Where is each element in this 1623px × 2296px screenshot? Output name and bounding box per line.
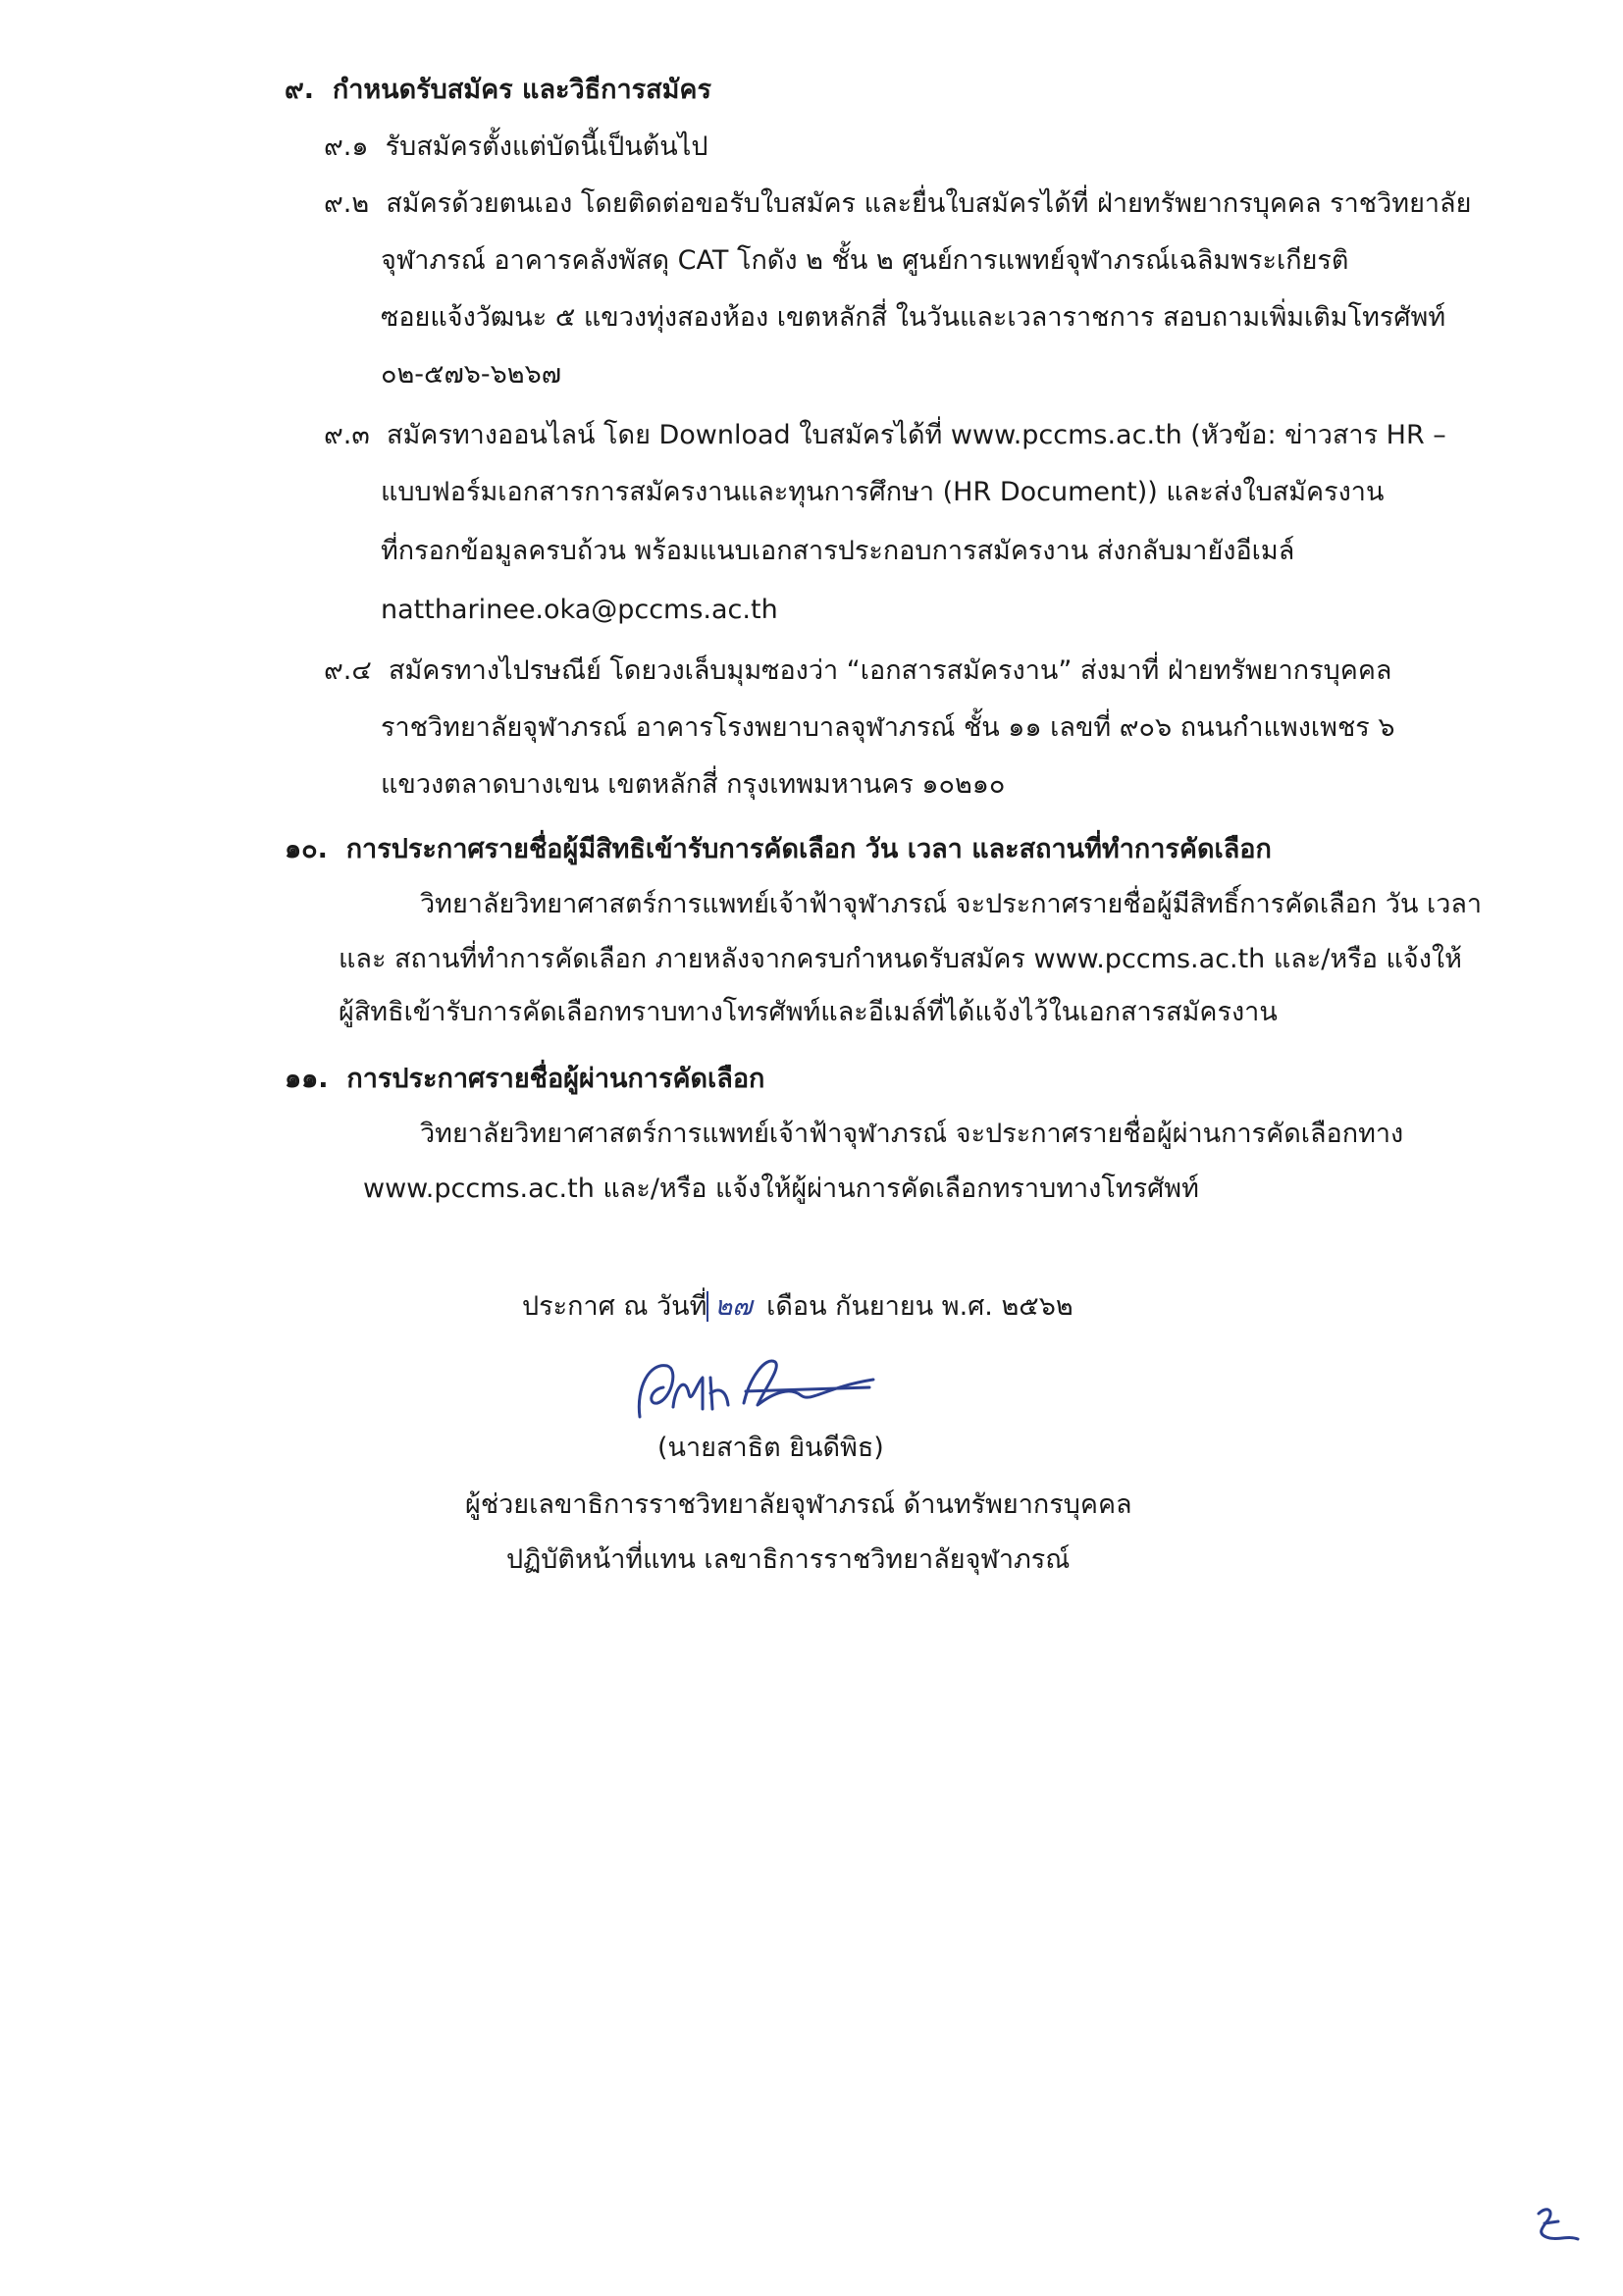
signer-position-2: ปฏิบัติหน้าที่แทน เลขาธิการราชวิทยาลัยจุฬาภรณ์ (506, 1544, 1071, 1575)
signer-position-1: ผู้ช่วยเลขาธิการราชวิทยาลัยจุฬาภรณ์ ด้านทรัพยากรบุคคล (465, 1489, 1132, 1520)
item-9-2-number: ๙.๒ (324, 188, 370, 219)
section-10-line-1: วิทยาลัยวิทยาศาสตร์การแพทย์เจ้าฟ้าจุฬาภรณ์ จะประกาศรายชื่อผู้มีสิทธิ์การคัดเลือก วัน เวลา (420, 889, 1483, 919)
section-10-title: การประกาศรายชื่อผู้มีสิทธิเข้ารับการคัดเลือก วัน เวลา และสถานที่ทำการคัดเลือก (345, 834, 1272, 864)
item-9-3-line-3: ที่กรอกข้อมูลครบถ้วน พร้อมแนบเอกสารประกอบการสมัครงาน ส่งกลับมายังอีเมล์ (381, 536, 1295, 566)
item-9-4-text-1: สมัครทางไปรษณีย์ โดยวงเล็บมุมซองว่า “เอกสารสมัครงาน” ส่งมาที่ ฝ่ายทรัพยากรบุคคล (388, 655, 1392, 686)
section-11-line-2: www.pccms.ac.th และ/หรือ แจ้งให้ผู้ผ่านการคัดเลือกทราบทางโทรศัพท์ (363, 1174, 1199, 1204)
item-9-1-number: ๙.๑ (324, 131, 369, 162)
item-9-2-text-1: สมัครด้วยตนเอง โดยติดต่อขอรับใบสมัคร และยื่นใบสมัครได้ที่ ฝ่ายทรัพยากรบุคคล ราชวิทยาลัย (386, 188, 1472, 219)
section-10-line-2: และ สถานที่ทำการคัดเลือก ภายหลังจากครบกำหนดรับสมัคร www.pccms.ac.th และ/หรือ แจ้งให้ (339, 944, 1462, 974)
section-10-number: ๑๐. (285, 834, 328, 864)
item-9-1-text: รับสมัครตั้งแต่บัดนี้เป็นต้นไป (385, 131, 708, 162)
item-9-4-line-3: แขวงตลาดบางเขน เขตหลักสี่ กรุงเทพมหานคร ๑๐๒๑๐ (381, 769, 1006, 800)
section-11-line-1: วิทยาลัยวิทยาศาสตร์การแพทย์เจ้าฟ้าจุฬาภรณ์ จะประกาศรายชื่อผู้ผ่านการคัดเลือกทาง (420, 1119, 1404, 1149)
signature-image (628, 1348, 883, 1427)
item-9-3-email: nattharinee.oka@pccms.ac.th (381, 595, 778, 625)
item-9-4-line-1 (324, 652, 1391, 691)
section-11-title: การประกาศรายชื่อผู้ผ่านการคัดเลือก (346, 1064, 765, 1094)
announcement-date (522, 1287, 1073, 1327)
section-9-title: กำหนดรับสมัคร และวิธีการสมัคร (332, 75, 711, 105)
item-9-2-line-3: ซอยแจ้งวัฒนะ ๕ แขวงทุ่งสองห้อง เขตหลักสี่ ในวันและเวลาราชการ สอบถามเพิ่มเติมโทรศัพท์ (381, 302, 1446, 333)
section-10-line-3: ผู้สิทธิเข้ารับการคัดเลือกทราบทางโทรศัพท์และอีเมล์ที่ได้แจ้งไว้ในเอกสารสมัครงาน (339, 997, 1278, 1027)
item-9-2-line-1 (324, 184, 1471, 224)
announcement-prefix: ประกาศ ณ วันที่ (522, 1291, 707, 1322)
item-9-2-line-2: จุฬาภรณ์ อาคารคลังพัสดุ CAT โกดัง ๒ ชั้น ๒ ศูนย์การแพทย์จุฬาภรณ์เฉลิมพระเกียรติ (381, 245, 1349, 276)
section-11-heading (285, 1060, 764, 1099)
initials-mark (1529, 2200, 1588, 2247)
item-9-3-number: ๙.๓ (324, 420, 370, 450)
item-9-1 (324, 128, 707, 167)
item-9-2-line-4: ๐๒-๕๗๖-๖๒๖๗ (381, 359, 562, 390)
item-9-3-text-1: สมัครทางออนไลน์ โดย Download ใบสมัครได้ที่ www.pccms.ac.th (หัวข้อ: ข่าวสาร HR – (387, 420, 1446, 450)
item-9-3-line-1 (324, 416, 1446, 455)
item-9-4-number: ๙.๔ (324, 655, 372, 686)
section-9-number: ๙. (285, 75, 315, 105)
signer-name: (นายสาธิต ยินดีพิธ) (657, 1433, 884, 1463)
item-9-3-line-2: แบบฟอร์มเอกสารการสมัครงานและทุนการศึกษา (HR Document)) และส่งใบสมัครงาน (381, 477, 1385, 507)
section-9-heading (285, 71, 711, 110)
section-10-heading (285, 830, 1272, 869)
announcement-day-handwritten: ๒๗ (707, 1291, 758, 1322)
item-9-4-line-2: ราชวิทยาลัยจุฬาภรณ์ อาคารโรงพยาบาลจุฬาภรณ์ ชั้น ๑๑ เลขที่ ๙๐๖ ถนนกำแพงเพชร ๖ (381, 712, 1395, 743)
section-11-number: ๑๑. (285, 1064, 329, 1094)
announcement-suffix: เดือน กันยายน พ.ศ. ๒๕๖๒ (758, 1291, 1073, 1322)
